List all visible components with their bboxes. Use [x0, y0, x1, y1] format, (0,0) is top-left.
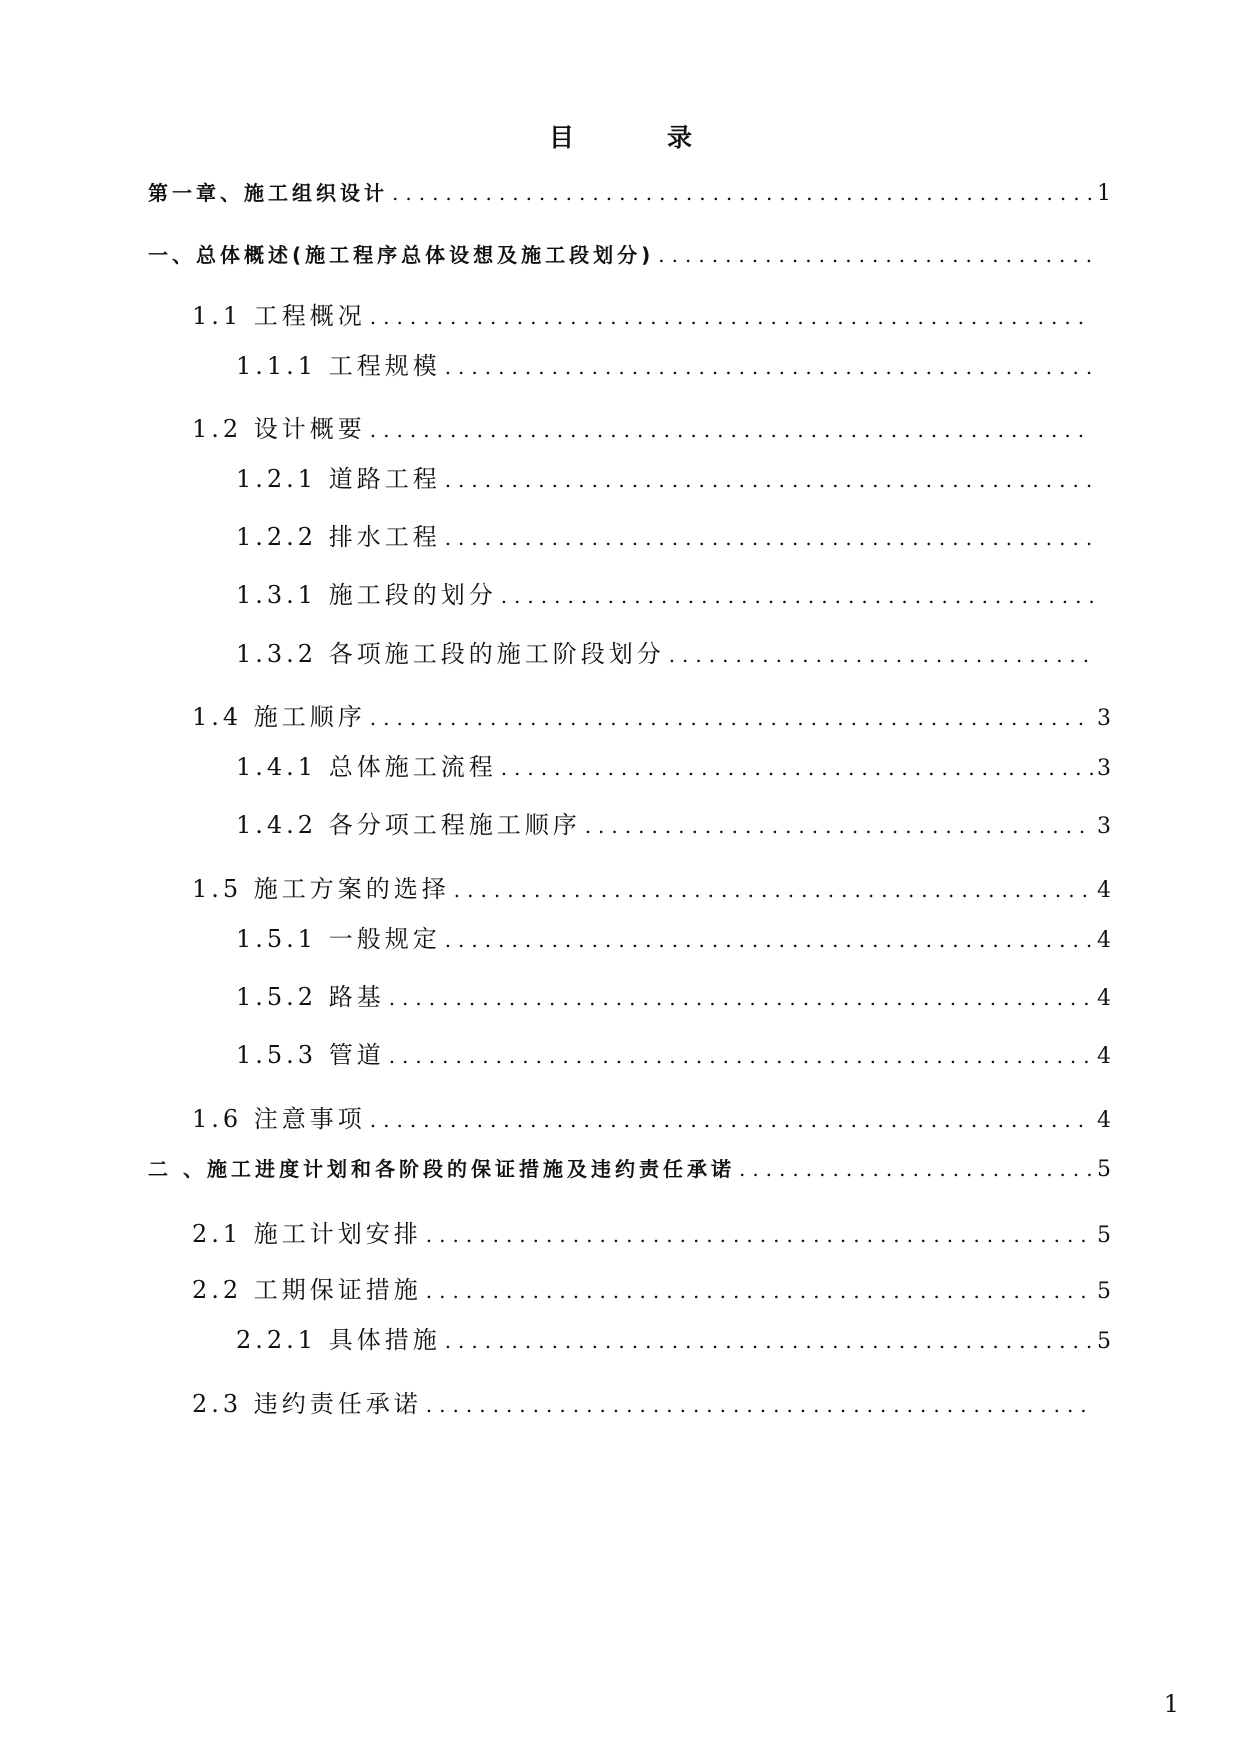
toc-entry-label: 2.2 工期保证措施 [192, 1276, 422, 1304]
toc-entry[interactable] [192, 872, 1111, 906]
toc-leader [739, 1152, 1093, 1186]
toc-entry[interactable] [236, 1323, 1111, 1357]
toc-leader [370, 701, 1093, 735]
toc-entry[interactable] [236, 922, 1111, 956]
toc-leader [389, 981, 1093, 1015]
toc-entry-label: 2.1 施工计划安排 [192, 1220, 422, 1248]
toc-entry-page: 4 [1097, 1108, 1111, 1133]
toc-entry-label: 1.2.2 排水工程 [236, 523, 441, 551]
toc-entry-label: 1.4 施工顺序 [192, 703, 366, 731]
toc-entry[interactable] [236, 750, 1111, 784]
toc-entry[interactable] [148, 176, 1111, 210]
toc-leader [426, 1274, 1093, 1308]
toc-entry-page: 4 [1097, 1044, 1111, 1069]
toc-entry[interactable] [236, 980, 1111, 1014]
toc-entry-label: 1.4.1 总体施工流程 [236, 753, 497, 781]
toc-entry-page: 1 [1097, 181, 1111, 206]
toc-entry[interactable] [148, 238, 1111, 272]
toc-leader [426, 1218, 1093, 1252]
toc-leader [445, 923, 1093, 957]
toc-leader [585, 809, 1093, 843]
toc-entry-page: 5 [1097, 1329, 1111, 1354]
toc-entry-label: 1.6 注意事项 [192, 1105, 366, 1133]
toc-entry-page: 4 [1097, 986, 1111, 1011]
toc-entry-label: 1.3.2 各项施工段的施工阶段划分 [236, 640, 665, 668]
toc-entry-label: 2.2.1 具体措施 [236, 1326, 441, 1354]
toc-entry[interactable] [192, 1102, 1111, 1136]
toc-entry-label: 1.5 施工方案的选择 [192, 875, 450, 903]
toc-entry-label: 1.3.1 施工段的划分 [236, 581, 497, 609]
toc-entry-label: 1.2 设计概要 [192, 415, 366, 443]
toc-entry[interactable] [148, 1152, 1111, 1186]
toc-title: 目 录 [548, 123, 726, 152]
toc-leader [669, 638, 1093, 672]
toc-entry[interactable] [192, 700, 1111, 734]
toc-entry-page: 3 [1097, 756, 1111, 781]
toc-entry[interactable] [236, 808, 1111, 842]
toc-leader [501, 579, 1093, 613]
toc-entry-page: 4 [1097, 878, 1111, 903]
toc-leader [392, 176, 1093, 210]
toc-entry-label: 1.4.2 各分项工程施工顺序 [236, 811, 581, 839]
toc-entry[interactable] [192, 1273, 1111, 1307]
toc-leader [426, 1388, 1093, 1422]
toc-entry-label: 2.3 违约责任承诺 [192, 1390, 422, 1418]
toc-leader [445, 463, 1093, 497]
toc-leader [389, 1039, 1093, 1073]
toc-entry-label: 1.5.2 路基 [236, 983, 385, 1011]
toc-leader [445, 350, 1093, 384]
toc-entry[interactable] [192, 299, 1111, 333]
toc-entry-page: 3 [1097, 706, 1111, 731]
toc-entry-label: 第一章、施工组织设计 [148, 181, 388, 205]
toc-entry[interactable] [236, 637, 1111, 671]
toc-entry[interactable] [236, 349, 1111, 383]
toc-entry-label: 1.5.1 一般规定 [236, 925, 441, 953]
toc-entry-label: 1.1.1 工程规模 [236, 352, 441, 380]
page-number: 1 [1163, 1690, 1179, 1718]
toc-entry-label: 二 、施工进度计划和各阶段的保证措施及违约责任承诺 [148, 1157, 735, 1181]
toc-leader [370, 300, 1093, 334]
toc-leader [658, 238, 1093, 272]
toc-entry[interactable] [192, 412, 1111, 446]
toc-entry[interactable] [236, 520, 1111, 554]
toc-leader [445, 521, 1093, 555]
toc-entry-page: 5 [1097, 1157, 1111, 1182]
toc-leader [454, 873, 1093, 907]
toc-leader [501, 751, 1093, 785]
toc-entry-label: 1.1 工程概况 [192, 302, 366, 330]
toc-entry-label: 一、总体概述(施工程序总体设想及施工段划分) [148, 243, 655, 267]
toc-entry-page: 5 [1097, 1223, 1111, 1248]
toc-entry-label: 1.2.1 道路工程 [236, 465, 441, 493]
toc-leader [445, 1324, 1093, 1358]
toc-entry-page: 5 [1097, 1279, 1111, 1304]
toc-entry-page: 4 [1097, 928, 1111, 953]
toc-leader [370, 413, 1093, 447]
toc-entry[interactable] [236, 578, 1111, 612]
toc-entry[interactable] [236, 462, 1111, 496]
toc-entry[interactable] [192, 1387, 1111, 1421]
toc-entry-page: 3 [1097, 814, 1111, 839]
toc-leader [370, 1103, 1093, 1137]
toc-entry[interactable] [192, 1217, 1111, 1251]
toc-entry[interactable] [236, 1038, 1111, 1072]
toc-entry-label: 1.5.3 管道 [236, 1041, 385, 1069]
